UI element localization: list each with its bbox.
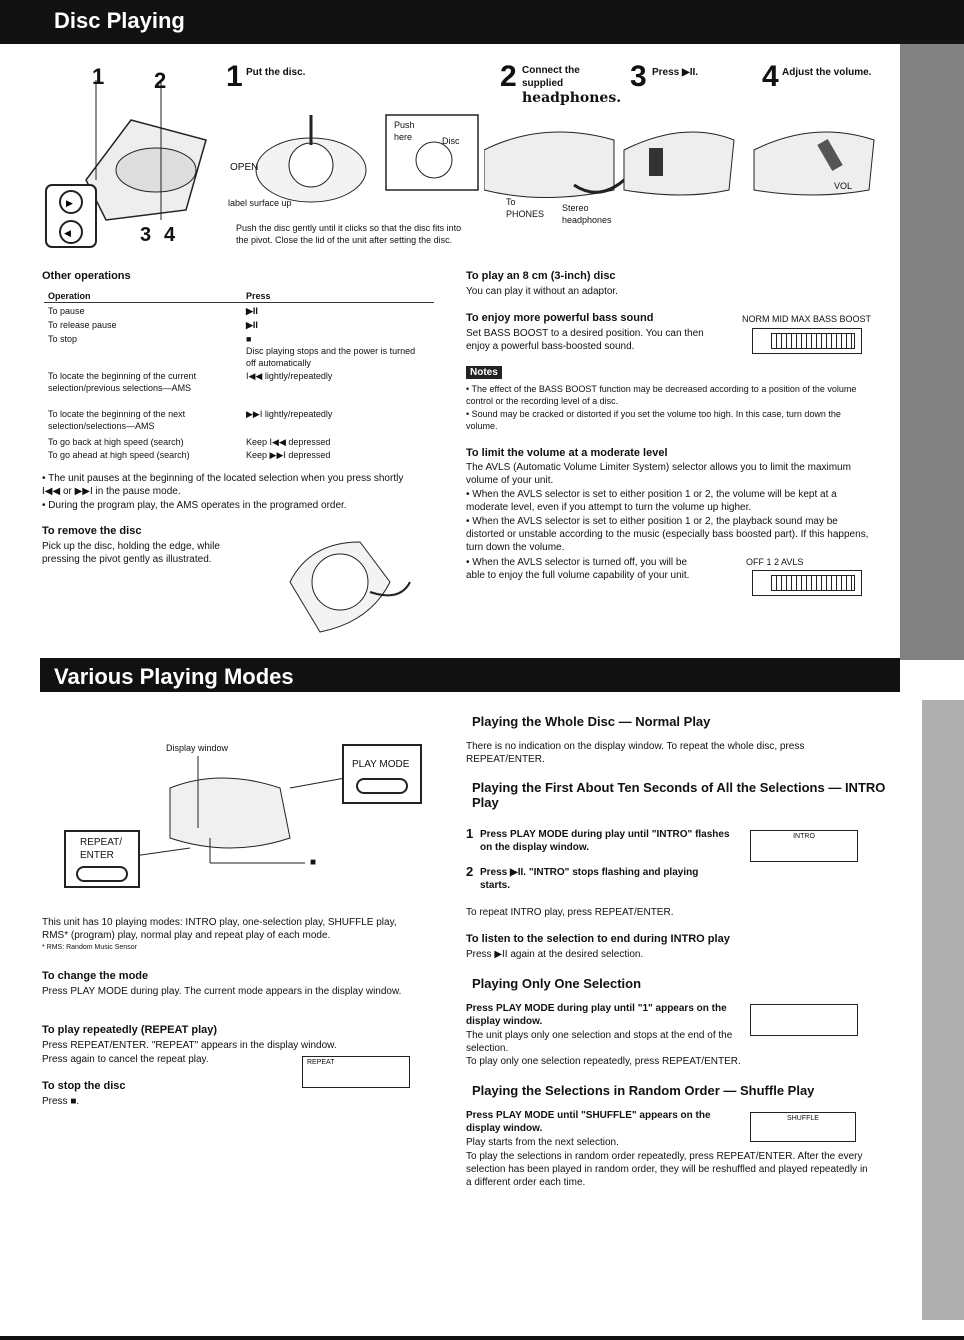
notes-tag: Notes — [466, 366, 502, 379]
put-disc-caption-2: the pivot. Close the lid of the unit after setting the disc. — [236, 235, 453, 245]
play-mode-button[interactable] — [356, 778, 408, 794]
step-3-number: 3 — [630, 60, 647, 93]
step-1-number: 1 — [226, 60, 243, 93]
lcd-one — [750, 1004, 858, 1036]
modes-intro-text: This unit has 10 playing modes: INTRO play, one-selection play, SHUFFLE play, RMS* (program) play, normal play and repeat play of each mode. — [42, 917, 397, 941]
stop-disc-text: Press ■. — [42, 1096, 80, 1107]
avls-p4: • When the AVLS selector is turned off, you will be able to enjoy the full volume capability of your unit. — [466, 557, 690, 581]
remove-disc-text: Pick up the disc, holding the edge, while pressing the pivot gently as illustrated. — [42, 541, 220, 565]
bass-note-b: • Sound may be cracked or distorted if you set the volume too high. In this case, turn down the volume. — [466, 409, 841, 431]
play-mode-label: PLAY MODE — [352, 759, 410, 770]
ops-row-op: To locate the beginning of the current selection/previous selections—AMS — [48, 371, 197, 393]
ops-row-press: I◀◀ lightly/repeatedly — [246, 371, 333, 381]
stop-disc-title: To stop the disc — [42, 1080, 126, 1092]
put-disc-caption-1: Push the disc gently until it clicks so that the disc fits into — [236, 223, 462, 233]
ops-row-press: ■ — [246, 334, 252, 344]
shuffle-instr: Press PLAY MODE until "SHUFFLE" appears on the display window. — [466, 1110, 711, 1134]
step-2-handwritten: headphones. — [522, 90, 622, 106]
display-window-label: Display window — [166, 743, 229, 753]
ops-row-op: To go ahead at high speed (search) — [48, 450, 190, 460]
normal-play-text: There is no indication on the display window. To repeat the whole disc, press REPEAT/ENTER. — [466, 741, 805, 765]
scan-edge — [900, 40, 964, 660]
intro-step-1: Press PLAY MODE during play until "INTRO" flashes on the display window. — [480, 829, 730, 853]
avls-switch-slider — [771, 575, 855, 591]
remove-disc-title: To remove the disc — [42, 525, 142, 537]
svg-text:◀: ◀ — [64, 229, 71, 239]
ops-col-operation: Operation — [48, 291, 91, 301]
callout-1: 1 — [92, 64, 105, 89]
listen-text: Press ▶II again at the desired selection. — [466, 949, 644, 960]
callout-2: 2 — [154, 68, 167, 93]
step-3-text: Press ▶II. — [652, 67, 699, 78]
ops-row-press: ▶▶I lightly/repeatedly — [246, 409, 333, 419]
ops-header-rule — [44, 302, 434, 303]
listen-title: To listen to the selection to end during INTRO play — [466, 933, 730, 945]
lcd-intro: INTRO — [750, 830, 858, 862]
stereo-headphones-label: Stereo headphones — [562, 203, 612, 225]
to-phones-label: To PHONES — [506, 197, 545, 219]
ops-row-press: Keep ▶▶I depressed — [246, 450, 331, 460]
avls-p3: • When the AVLS selector is set to either position 1 or 2, the playback sound may be distorted or unstable according to the music (especially bass boosted part). If this happens, turn down the volume. — [466, 516, 869, 553]
callout-3: 3 — [140, 224, 152, 246]
intro-repeat: To repeat INTRO play, press REPEAT/ENTER. — [466, 907, 674, 918]
lcd-repeat: REPEAT — [302, 1056, 410, 1088]
ops-note-2: • During the program play, the AMS operates in the programed order. — [42, 500, 347, 511]
remove-disc-figure — [270, 522, 420, 642]
repeat-title: To play repeatedly (REPEAT play) — [42, 1024, 218, 1036]
avls-switch[interactable] — [752, 570, 862, 596]
ops-row-press: Keep I◀◀ depressed — [246, 437, 331, 447]
repeat-text-2: Press again to cancel the repeat play. — [42, 1054, 209, 1065]
avls-p2: • When the AVLS selector is set to either position 1 or 2, the volume will be kept at a moderate level, even if you attempt to turn the volume up higher. — [466, 489, 837, 513]
bass-switch-labels: NORM MID MAX BASS BOOST — [742, 314, 872, 324]
callout-4: 4 — [164, 224, 176, 246]
label-surface-label: label surface up — [228, 198, 292, 208]
open-label: OPEN — [230, 162, 259, 173]
step-4-number: 4 — [762, 60, 779, 93]
play-mode-panel — [342, 744, 422, 804]
ops-row-op: To pause — [48, 306, 85, 316]
lcd-shuffle: SHUFFLE — [750, 1112, 856, 1142]
step-4-text: Adjust the volume. — [782, 67, 872, 78]
vol-label: VOL — [834, 181, 853, 191]
intro-step-1-num: 1 — [466, 826, 474, 841]
shuffle-repeat: To play the selections in random order repeatedly, press REPEAT/ENTER. After the every selection has been played in random order, they will be reshuffled and played repeatedly in a different order each time. — [466, 1151, 868, 1188]
cd8-title: To play an 8 cm (3-inch) disc — [466, 270, 616, 282]
repeat-enter-button[interactable] — [76, 866, 128, 882]
remove-disc-illustration — [270, 522, 420, 642]
normal-play-title: Playing the Whole Disc — Normal Play — [472, 714, 711, 729]
put-disc-figure — [226, 105, 486, 215]
section-title: Disc Playing — [54, 8, 185, 33]
modes-figure — [60, 738, 430, 898]
bass-switch-slider — [771, 333, 855, 349]
avls-p1: The AVLS (Automatic Volume Limiter System) selector allows you to limit the maximum volume of your unit. — [466, 462, 851, 486]
ops-row-op: To release pause — [48, 320, 117, 330]
stop-symbol: ■ — [310, 857, 317, 868]
disc-label: Disc — [442, 136, 460, 146]
one-selection-instr: Press PLAY MODE during play until "1" appears on the display window. — [466, 1003, 727, 1027]
other-ops-title: Other operations — [42, 270, 131, 282]
scan-edge — [922, 700, 964, 1320]
bass-title: To enjoy more powerful bass sound — [466, 312, 654, 324]
repeat-enter-panel — [64, 830, 140, 888]
one-selection-text: The unit plays only one selection and stops at the end of the selection. — [466, 1030, 733, 1054]
repeat-text-1: Press REPEAT/ENTER. "REPEAT" appears in the display window. — [42, 1040, 337, 1051]
intro-step-2: Press ▶II. "INTRO" stops flashing and playing starts. — [480, 867, 699, 891]
ops-note-1: • The unit pauses at the beginning of the located selection when you press shortly I◀◀ or ▶▶I in the pause mode. — [42, 473, 404, 497]
bottom-rule — [0, 1336, 964, 1340]
steps-2-4-figure — [484, 110, 894, 225]
section-title: Various Playing Modes — [54, 664, 294, 689]
cd8-text: You can play it without an adaptor. — [466, 286, 618, 297]
ops-row-press: ▶II — [246, 306, 258, 316]
step-2-text: Connect the supplied — [522, 65, 580, 89]
change-mode-text: Press PLAY MODE during play. The current mode appears in the display window. — [42, 986, 402, 997]
device-illustration — [36, 60, 226, 260]
one-selection-repeat: To play only one selection repeatedly, press REPEAT/ENTER. — [466, 1056, 741, 1067]
bass-boost-switch[interactable] — [752, 328, 862, 354]
avls-title: To limit the volume at a moderate level — [466, 447, 668, 459]
ops-row-op: To stop — [48, 334, 78, 344]
svg-text:▶: ▶ — [66, 199, 73, 209]
step-2-number: 2 — [500, 60, 517, 93]
repeat-enter-label: REPEAT/ ENTER — [80, 837, 123, 861]
avls-switch-labels: OFF 1 2 AVLS — [746, 557, 804, 567]
ops-col-press: Press — [246, 291, 271, 301]
device-figure — [36, 60, 226, 260]
ops-row-op: To go back at high speed (search) — [48, 437, 184, 447]
shuffle-text: Play starts from the next selection. — [466, 1137, 619, 1148]
shuffle-title: Playing the Selections in Random Order — Shuffle Play — [472, 1083, 815, 1098]
change-mode-title: To change the mode — [42, 970, 149, 982]
rms-note: * RMS: Random Music Sensor — [42, 944, 137, 951]
step-1-text: Put the disc. — [246, 67, 306, 78]
ops-row-press-note: Disc playing stops and the power is turned off automatically — [246, 346, 416, 368]
intro-step-2-num: 2 — [466, 864, 474, 879]
bass-note-a: • The effect of the BASS BOOST function may be decreased according to a position of the volume control or the recording level of a disc. — [466, 384, 857, 406]
ops-row-press: ▶II — [246, 320, 258, 330]
ops-row-op: To locate the beginning of the next selection/selections—AMS — [48, 409, 186, 431]
one-selection-title: Playing Only One Selection — [472, 976, 642, 991]
bass-text: Set BASS BOOST to a desired position. You can then enjoy a powerful bass-boosted sound. — [466, 328, 704, 352]
push-here-label: Push here — [394, 120, 415, 142]
intro-play-title: Playing the First About Ten Seconds of All the Selections — INTRO Play — [472, 780, 886, 810]
